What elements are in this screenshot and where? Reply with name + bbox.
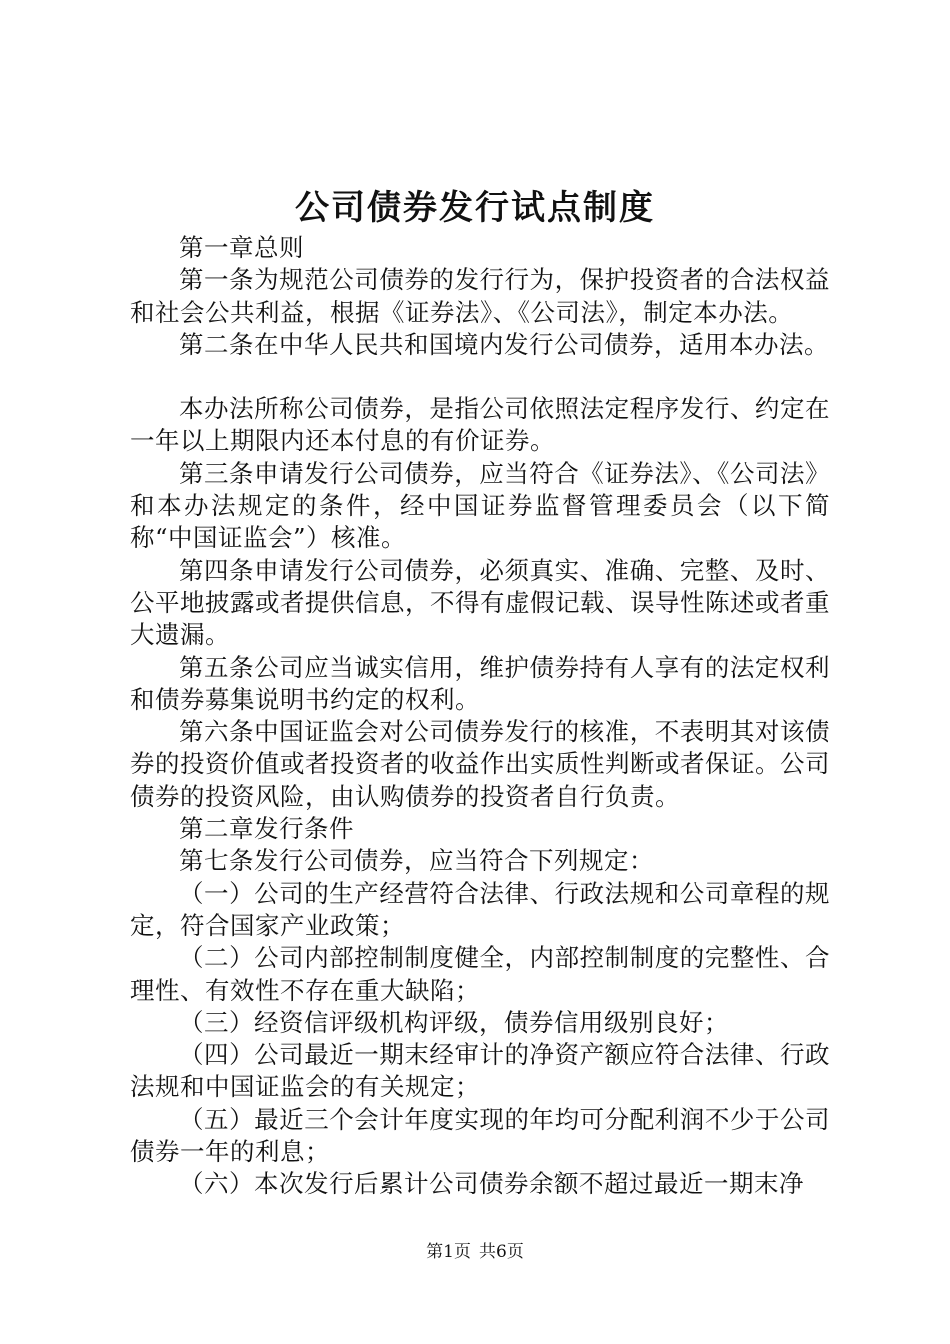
- list-item: （四）公司最近一期末经审计的净资产额应符合法律、行政法规和中国证监会的有关规定；: [130, 1040, 830, 1102]
- list-item: （二）公司内部控制制度健全，内部控制制度的完整性、合理性、有效性不存在重大缺陷；: [130, 943, 830, 1005]
- article-paragraph: 本办法所称公司债券，是指公司依照法定程序发行、约定在一年以上期限内还本付息的有价证券。: [130, 394, 830, 456]
- document-title: 公司债券发行试点制度: [295, 188, 655, 228]
- page-footer: [0, 1241, 950, 1263]
- article-paragraph: 第七条发行公司债券，应当符合下列规定：: [179, 846, 654, 876]
- article-paragraph: 第六条中国证监会对公司债券发行的核准，不表明其对该债券的投资价值或者投资者的收益作出实质性判断或者保证。公司债券的投资风险，由认购债券的投资者自行负责。: [130, 717, 830, 811]
- article-paragraph: 第五条公司应当诚实信用，维护债券持有人享有的法定权利和债券募集说明书约定的权利。: [130, 652, 830, 714]
- list-item: （一）公司的生产经营符合法律、行政法规和公司章程的规定，符合国家产业政策；: [130, 878, 830, 940]
- list-item: （三）经资信评级机构评级，债券信用级别良好；: [179, 1007, 729, 1037]
- article-paragraph: 第二条在中华人民共和国境内发行公司债券，适用本办法。: [179, 329, 829, 359]
- list-item: （六）本次发行后累计公司债券余额不超过最近一期末净: [179, 1169, 804, 1199]
- chapter-heading: 第二章发行条件: [179, 814, 354, 844]
- document-body: [130, 232, 830, 1201]
- article-paragraph: 第四条申请发行公司债券，必须真实、准确、完整、及时、公平地披露或者提供信息，不得有虚假记载、误导性陈述或者重大遗漏。: [130, 555, 830, 650]
- article-paragraph: 第一条为规范公司债券的发行行为，保护投资者的合法权益和社会公共利益，根据《证券法》、《公司法》，制定本办法。: [130, 265, 830, 327]
- page-total: 共6页: [479, 1242, 524, 1262]
- chapter-heading: 第一章总则: [179, 233, 304, 262]
- list-item: （五）最近三个会计年度实现的年均可分配利润不少于公司债券一年的利息；: [130, 1104, 830, 1167]
- article-paragraph: 第三条申请发行公司债券，应当符合《证券法》、《公司法》和本办法规定的条件，经中国证券监督管理委员会（以下简称“中国证监会”）核准。: [130, 458, 830, 553]
- page-number: 第1页: [426, 1242, 471, 1262]
